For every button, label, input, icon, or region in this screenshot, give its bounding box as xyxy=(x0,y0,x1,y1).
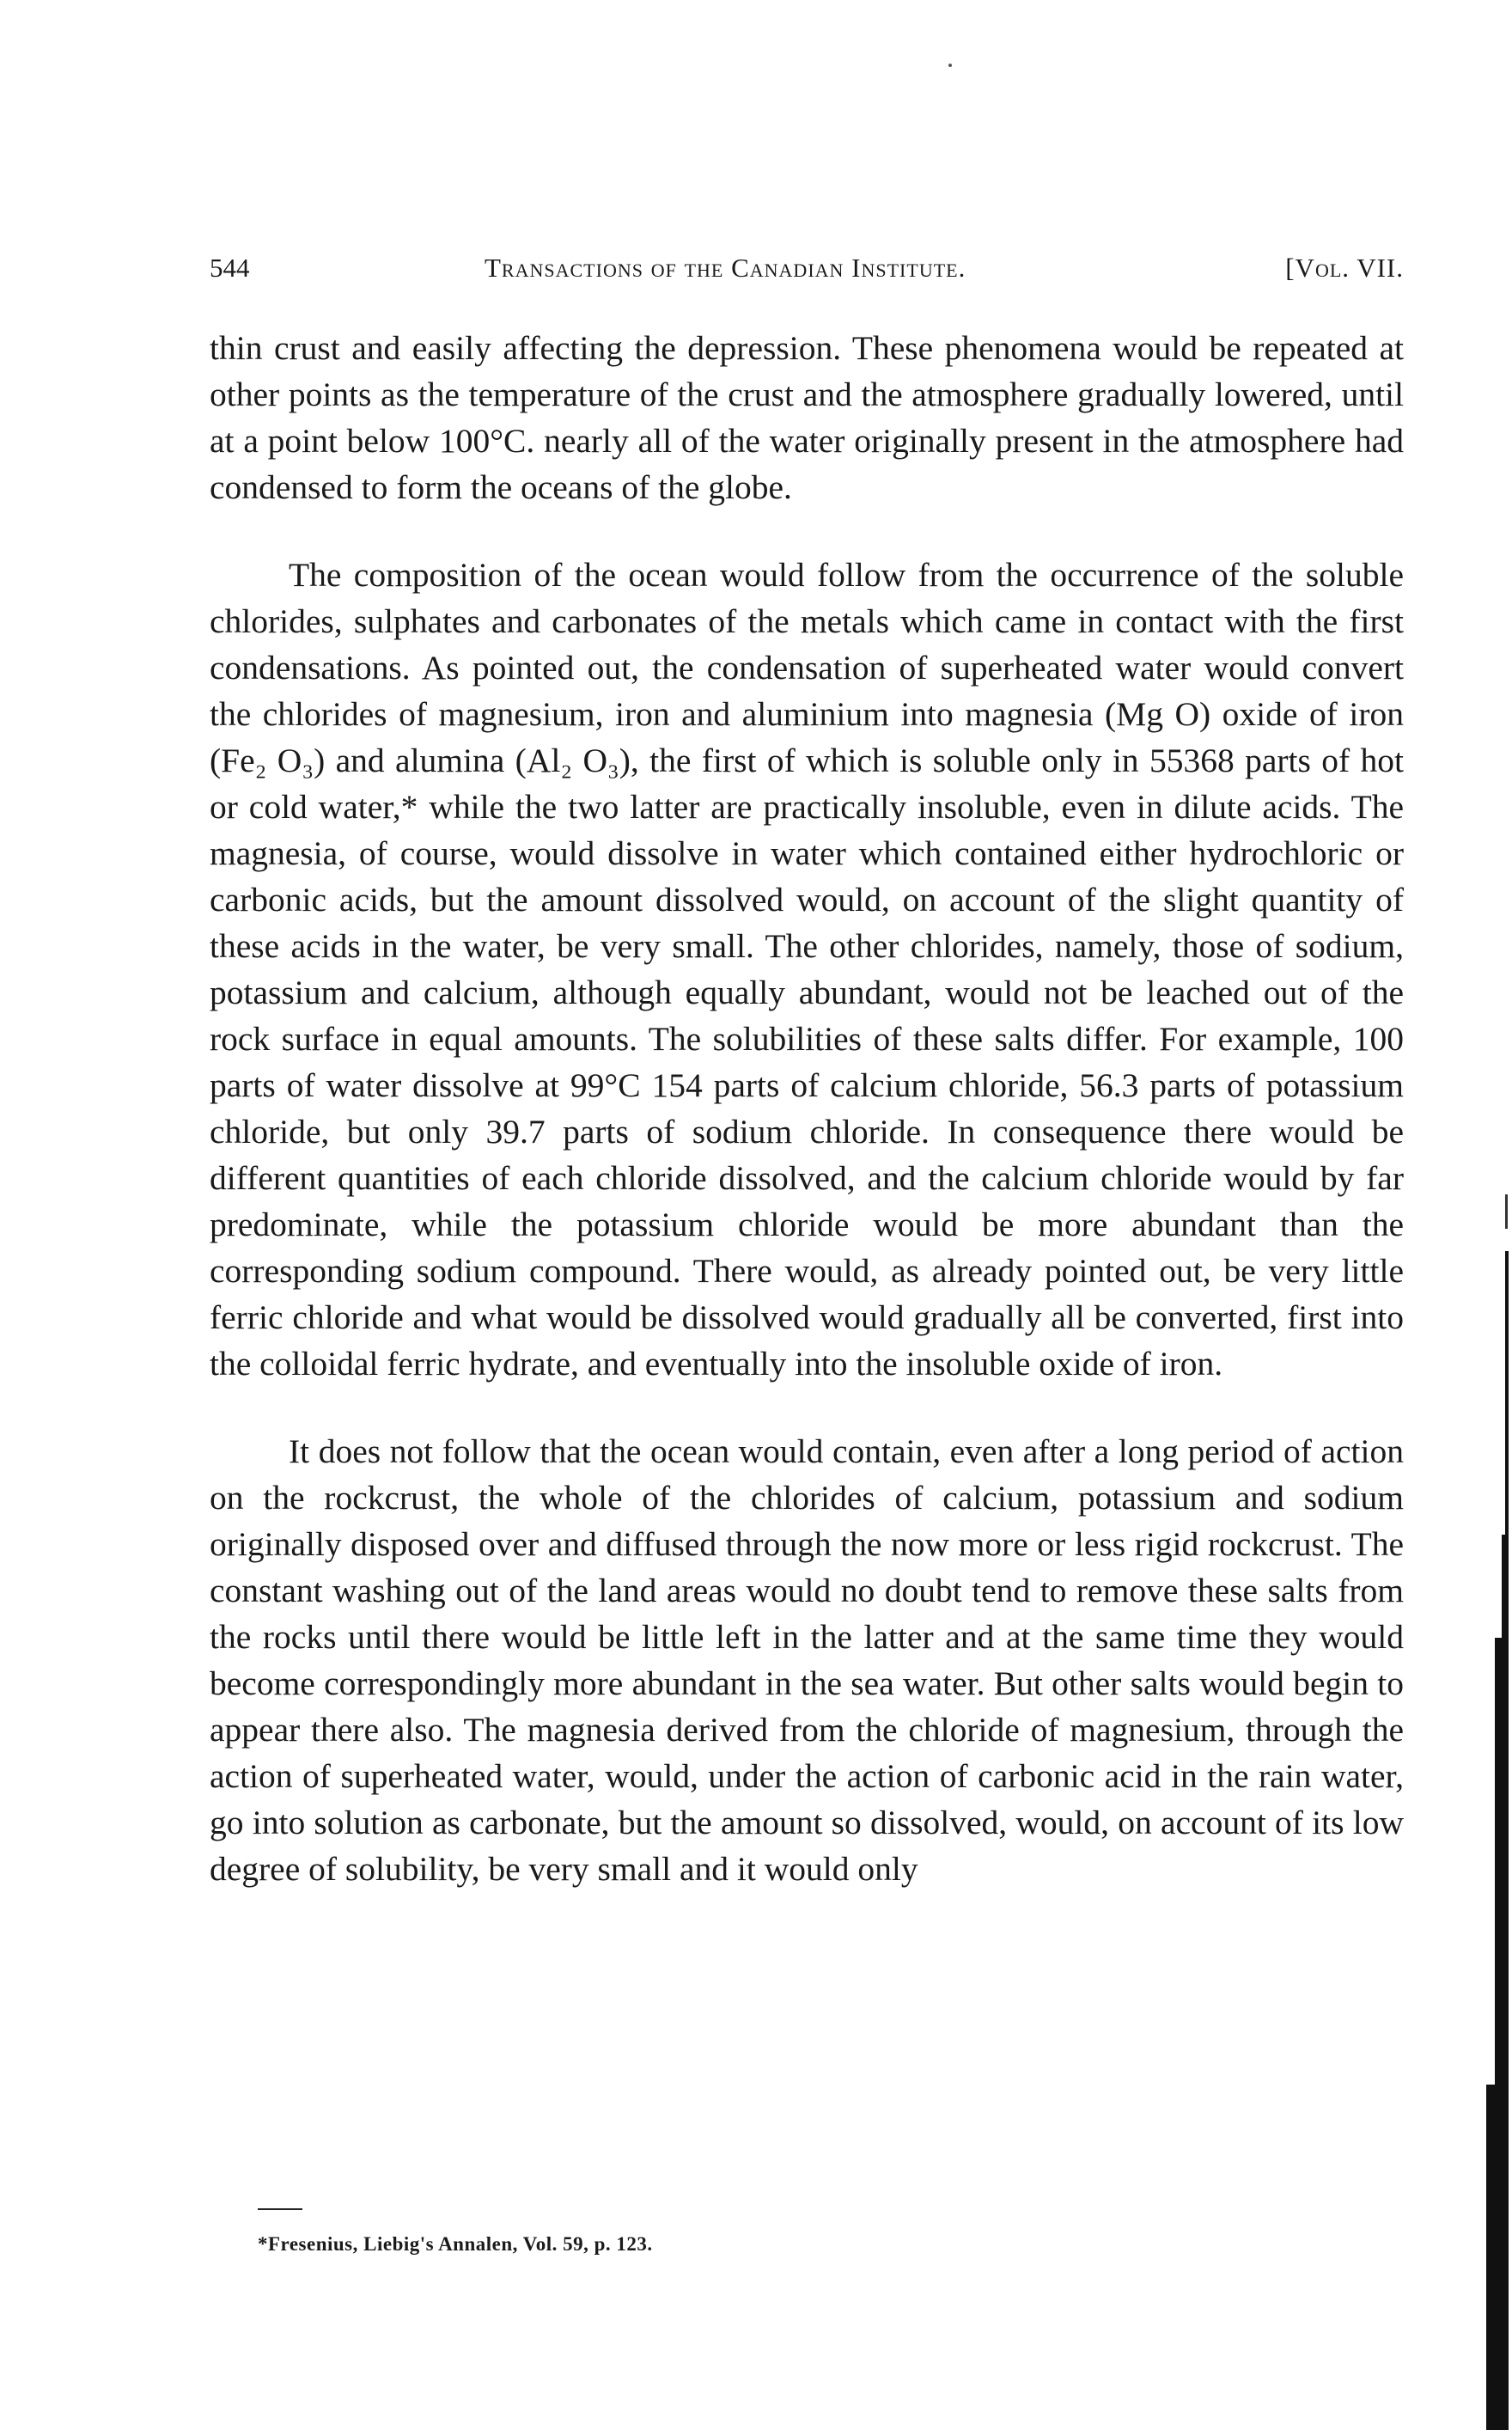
volume-label: [Vol. VII. xyxy=(1285,253,1404,283)
paragraph-chloride-distribution: It does not follow that the ocean would contain, even after a long period of action on the rockcrust, the whole of the chlorides of calcium, potassium and sodium originally disposed over and diffused through the now more or less rigid rockcrust. The constant washing out of the land areas would no doubt tend to remove these salts from the rocks until there would be little left in the latter and at the same time they would become correspondingly more abundant in the sea water. But other salts would begin to appear there also. The magnesia derived from the chloride of magnesium, through the action of superheated water, would, under the action of carbonic acid in the rain water, go into solution as carbonate, but the amount so dissolved, would, on account of its low degree of solubility, be very small and it would only xyxy=(210,1432,1404,1888)
body-text xyxy=(210,325,1404,1892)
footnote-rule xyxy=(258,2208,302,2210)
running-head xyxy=(210,251,1404,285)
footnote: *Fresenius, Liebig's Annalen, Vol. 59, p. 123. xyxy=(258,2233,653,2255)
paragraph-ocean-composition: The composition of the ocean would follow from the occurrence of the soluble chlorides, sulphates and carbonates of the metals which came in contact with the first condensations. As pointed out, the condensation of superheated water would convert the chlorides of magnesium, iron and aluminium into magnesia (Mg O) oxide of iron (Fe₂ O₃) and alumina (Al₂ O₃), the first of which is soluble only in 55368 parts of hot or cold water,* while the two latter are practically insoluble, even in dilute acids. The magnesia, of course, would dissolve in water which contained either hydrochloric or carbonic acids, but the amount dissolved would, on account of the slight quantity of these acids in the water, be very small. The other chlorides, namely, those of sodium, potassium and calcium, although equally abundant, would not be leached out of the rock surface in equal amounts. The solubilities of these salts differ. For example, 100 parts of water dissolve at 99°C 154 parts of calcium chloride, 56.3 parts of potassium chloride, but only 39.7 parts of sodium chloride. In consequence there would be different quantities of each chloride dissolved, and the calcium chloride would by far predominate, while the potassium chloride would be more abundant than the corresponding sodium compound. There would, as already pointed out, be very little ferric chloride and what would be dissolved would gradually all be converted, first into the colloidal ferric hydrate, and eventually into the insoluble oxide of iron. xyxy=(210,556,1404,1383)
page-number: 544 xyxy=(210,253,250,283)
paragraph-continued: thin crust and easily affecting the depression. These phenomena would be repeated at other points as the temperature of the crust and the atmosphere gradually lowered, until at a point below 100°C. nearly all of the water originally present in the atmosphere had condensed to form the oceans of the globe. xyxy=(210,329,1404,506)
scan-speck xyxy=(948,64,952,67)
scan-edge-mark xyxy=(1505,1194,1508,1229)
scan-edge-shadow xyxy=(1502,1535,1509,1638)
scan-edge-shadow xyxy=(1505,1251,1509,1535)
journal-title: Transactions of the Canadian Institute. xyxy=(485,253,966,283)
scan-edge-shadow xyxy=(1495,1638,1509,2085)
scan-edge-shadow xyxy=(1486,2085,1509,2430)
